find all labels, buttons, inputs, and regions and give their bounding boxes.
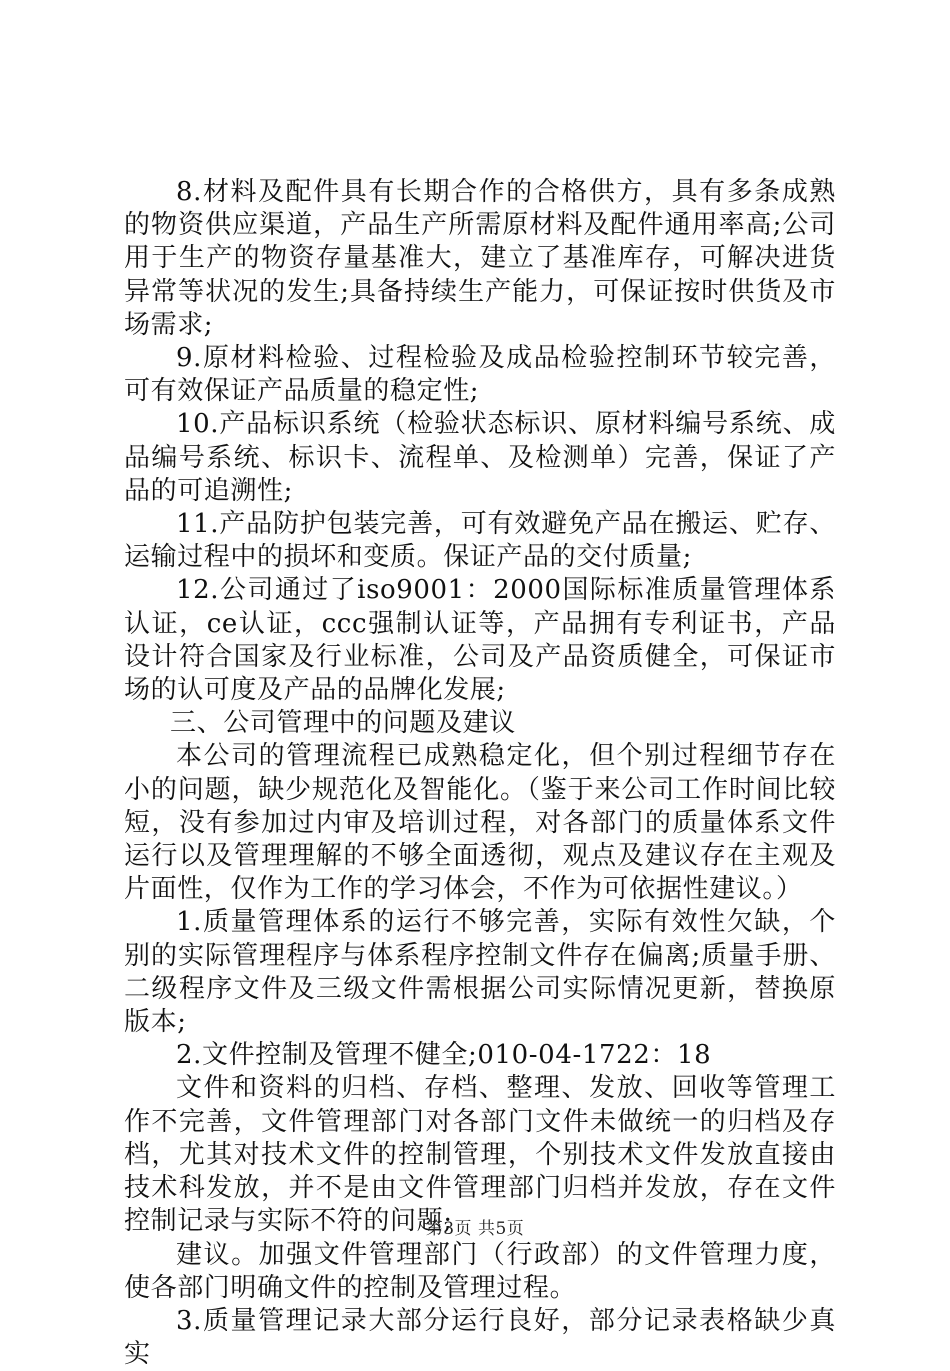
paragraph-item-11: 11.产品防护包装完善，可有效避免产品在搬运、贮存、运输过程中的损坏和变质。保证产品的交付质量;: [124, 509, 836, 573]
page-number-footer: 第3页 共5页: [425, 1219, 525, 1239]
paragraph-item-8: 8.材料及配件具有长期合作的合格供方，具有多条成熟的物资供应渠道，产品生产所需原材料及配件通用率高;公司用于生产的物资存量基准大，建立了基准库存，可解决进货异常等状况的发生;具备持续生产能力，可保证按时供货及市场需求;: [124, 177, 836, 340]
paragraph-item-9: 9.原材料检验、过程检验及成品检验控制环节较完善，可有效保证产品质量的稳定性;: [124, 343, 836, 407]
paragraph-issue-2-detail: 文件和资料的归档、存档、整理、发放、回收等管理工作不完善，文件管理部门对各部门文件未做统一的归档及存档，尤其对技术文件的控制管理，个别技术文件发放直接由技术科发放，并不是由文件管理部门归档并发放，存在文件控制记录与实际不符的问题;: [124, 1073, 836, 1237]
paragraph-intro: 本公司的管理流程已成熟稳定化，但个别过程细节存在小的问题，缺少规范化及智能化。（鉴于来公司工作时间比较短，没有参加过内审及培训过程，对各部门的质量体系文件运行以及管理理解的不够全面透彻，观点及建议存在主观及片面性，仅作为工作的学习体会，不作为可依据性建议。）: [124, 741, 836, 905]
section-heading: 三、公司管理中的问题及建议: [170, 708, 516, 739]
paragraph-issue-1: 1.质量管理体系的运行不够完善，实际有效性欠缺，个别的实际管理程序与体系程序控制文件存在偏离;质量手册、二级程序文件及三级文件需根据公司实际情况更新，替换原版本;: [124, 907, 836, 1038]
paragraph-issue-2: 2.文件控制及管理不健全;010-04-1722：18: [176, 1040, 712, 1071]
paragraph-issue-3: 3.质量管理记录大部分运行良好，部分记录表格缺少真实: [124, 1305, 836, 1370]
paragraph-item-12: 12.公司通过了iso9001：2000国际标准质量管理体系认证，ce认证，ccc强制认证等，产品拥有专利证书，产品设计符合国家及行业标准，公司及产品资质健全，可保证市场的认可度及产品的品牌化发展;: [124, 575, 836, 706]
paragraph-item-10: 10.产品标识系统（检验状态标识、原材料编号系统、成品编号系统、标识卡、流程单、及检测单）完善，保证了产品的可追溯性;: [124, 409, 836, 506]
paragraph-suggestion: 建议。加强文件管理部门（行政部）的文件管理力度，使各部门明确文件的控制及管理过程。: [124, 1239, 836, 1303]
document-body: [124, 176, 836, 1371]
